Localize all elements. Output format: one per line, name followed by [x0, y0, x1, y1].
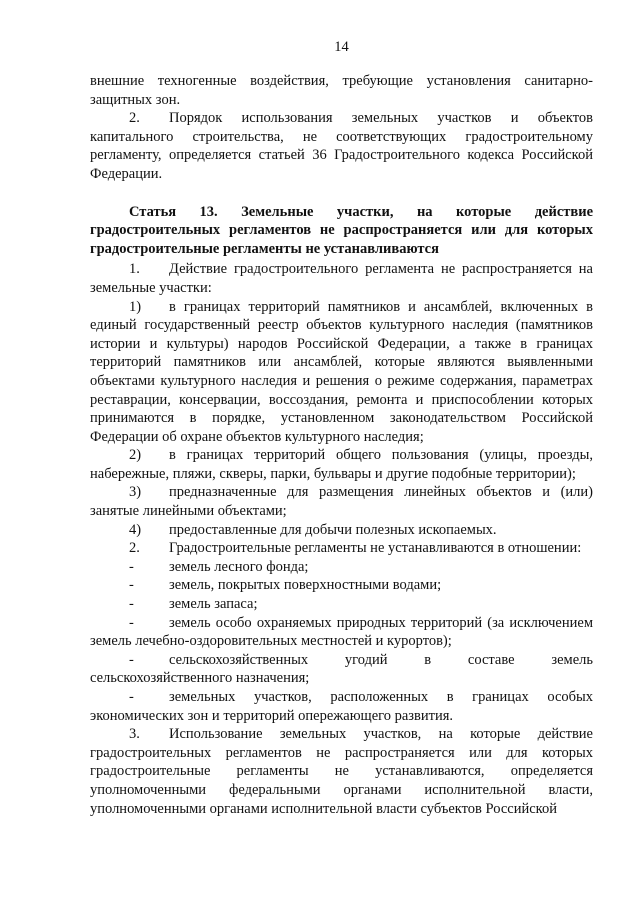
dash-item-agricultural: [90, 651, 593, 688]
article-13-item-1: [90, 260, 593, 297]
subitem-1: [90, 298, 593, 447]
item-number: 3.: [129, 726, 140, 743]
paragraph-text: предоставленные для добычи полезных ископаемых.: [169, 521, 497, 538]
paragraph-text: земель, покрытых поверхностными водами;: [169, 577, 442, 594]
article-13-item-3: [90, 725, 593, 818]
paragraph-text: Действие градостроительного регламента не распространяется на земельные участки:: [90, 261, 593, 296]
dash-marker: -: [129, 614, 134, 631]
item-number: 1.: [129, 261, 140, 278]
subitem-4: [90, 521, 593, 540]
dash-marker: -: [129, 689, 134, 705]
paragraph-text: предназначенные для размещения линейных объектов и (или) занятые линейными объектами;: [90, 484, 593, 520]
item-number: 4): [129, 521, 142, 538]
dash-item-economic-zones: [90, 688, 593, 725]
paragraph-text: Градостроительные регламенты не устанавливаются в отношении:: [169, 540, 582, 557]
dash-marker: -: [129, 558, 134, 575]
paragraph-text: земель запаса;: [169, 596, 258, 613]
item-number: 2): [129, 447, 142, 464]
item-number: 1): [129, 298, 142, 315]
item-number: 3): [129, 484, 142, 501]
dash-item-water: [90, 576, 593, 595]
dash-item-forest: [90, 558, 593, 577]
article-13-title: Статья 13. Земельные участки, на которые действие градостроительных регламентов не распространяется или для которых градостроительные регламенты не устанавливаются: [90, 203, 593, 257]
paragraph-text: Использование земельных участков, на которые действие градостроительных регламентов не распространяется или для которых градостроительные регламенты не устанавливаются, определяется уполномоченными федеральными органами исполнительной власти, уполномоченными органами исполнительной власти субъектов Российской: [90, 726, 593, 817]
paragraph-text: в границах территорий общего пользования (улицы, проезды, набережные, пляжи, скверы, парки, бульвары и другие подобные территории);: [90, 447, 593, 482]
item-number: 2.: [129, 540, 140, 557]
paragraph-text: внешние техногенные воздействия, требующие установления санитарно-защитных зон.: [90, 73, 593, 108]
document-body: [90, 72, 593, 818]
article-13-item-2: [90, 539, 593, 558]
paragraph-2: [90, 109, 593, 183]
paragraph-continuation: [90, 72, 593, 109]
page-number: 14: [334, 39, 349, 55]
dash-marker: -: [129, 596, 134, 613]
item-number: 2.: [129, 110, 140, 127]
subitem-2: [90, 446, 593, 483]
dash-marker: -: [129, 651, 134, 668]
subitem-3: [90, 483, 593, 520]
dash-marker: -: [129, 577, 134, 594]
dash-item-protected: [90, 614, 593, 651]
paragraph-text: земель особо охраняемых природных территорий (за исключением земель лечебно-оздоровительных местностей и курортов);: [90, 614, 593, 650]
paragraph-text: земель лесного фонда;: [169, 558, 309, 575]
paragraph-text: Порядок использования земельных участков и объектов капитального строительства, не соответствующих градостроительному регламенту, определяется статьей 36 Градостроительного кодекса Российской Федерации.: [90, 110, 593, 182]
paragraph-text: в границах территорий памятников и ансамблей, включенных в единый государственный реестр объектов культурного наследия (памятников истории и культуры) народов Российской Федерации, а также в границах территорий памятников или ансамблей, которые являются выявленными объектами культурного наследия и решения о режиме содержания, параметрах реставрации, консервации, воссоздания, ремонта и приспособлении которых принимаются в порядке, установленном законодательством Российской Федерации об охране объектов культурного наследия;: [90, 298, 593, 445]
dash-item-reserve: [90, 595, 593, 614]
paragraph-text: сельскохозяйственных угодий в составе земель сельскохозяйственного назначения;: [90, 651, 593, 687]
paragraph-text: земельных участков, расположенных в границах особых экономических зон и территорий опережающего развития.: [90, 689, 593, 724]
